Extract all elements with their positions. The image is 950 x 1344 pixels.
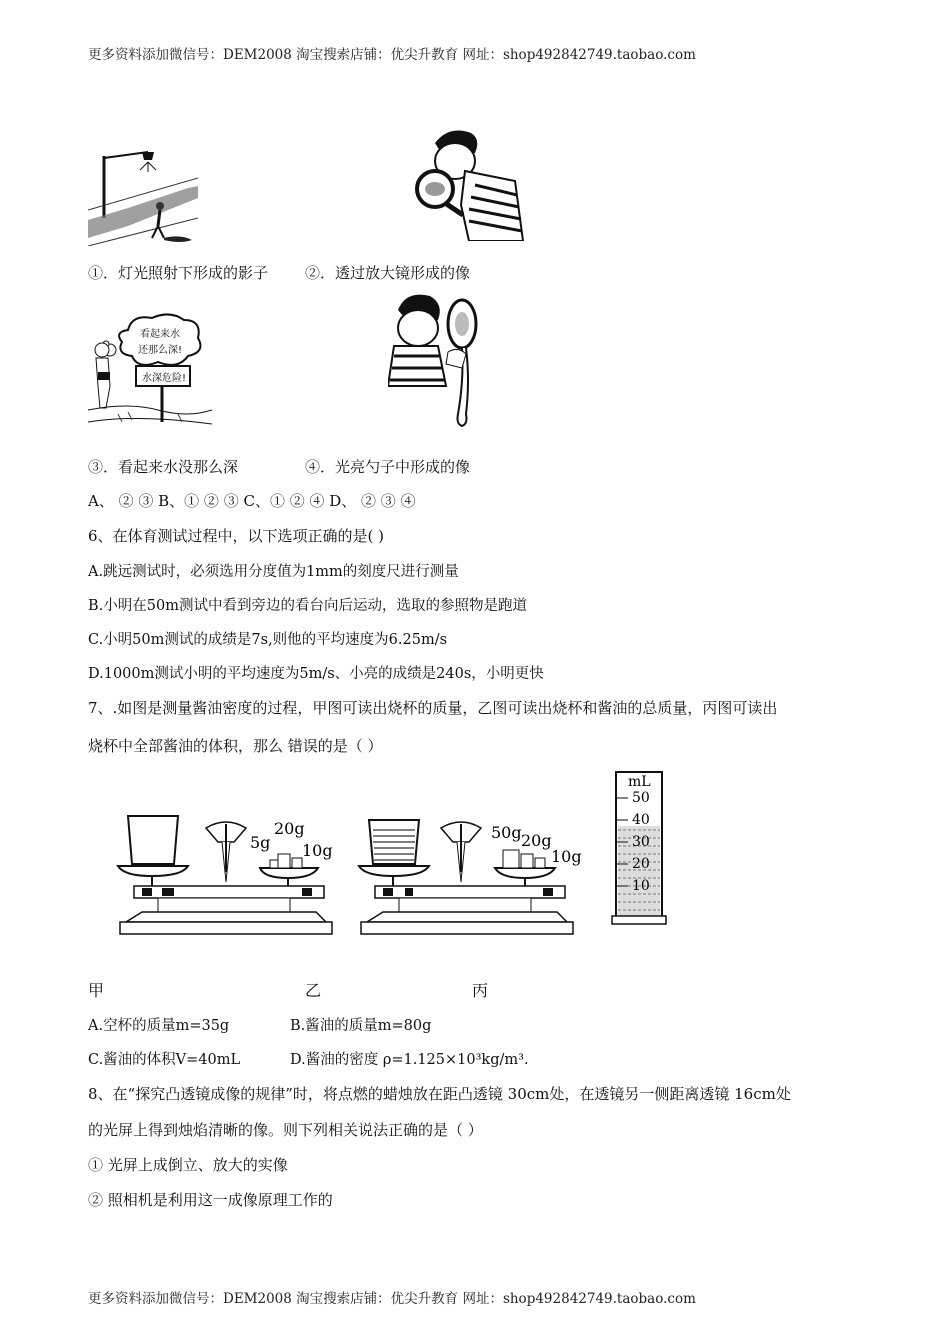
yi-weight-20g: 20g <box>521 831 552 850</box>
bubble-line-2: 还那么深! <box>138 345 183 356</box>
label-jia: 甲 <box>88 981 105 1000</box>
label-yi: 乙 <box>305 981 322 1000</box>
q6-option-a: A.跳远测试时，必须选用分度值为1mm的刻度尺进行测量 <box>88 564 459 580</box>
q6-option-d: D.1000m测试小明的平均速度为5m/s、小亮的成绩是240s，小明更快 <box>88 666 544 682</box>
caption-2: ②．透过放大镜形成的像 <box>305 264 471 282</box>
q7-option-a: A.空杯的质量m=35g <box>88 1018 230 1034</box>
jia-weight-5g: 5g <box>250 833 271 852</box>
q8-stem-line2: 的光屏上得到烛焰清晰的像。则下列相关说法正确的是（ ） <box>88 1121 483 1139</box>
q8-statement-2: ② 照相机是利用这一成像原理工作的 <box>88 1191 333 1209</box>
yi-weight-50g: 50g <box>491 823 522 842</box>
q7-option-b: B.酱油的质量m=80g <box>290 1018 432 1034</box>
label-bing: 丙 <box>472 981 489 1000</box>
cylinder-unit: mL <box>628 774 651 790</box>
figure-lamp-shadow <box>88 148 198 246</box>
q6-stem: 6、在体育测试过程中，以下选项正确的是( ) <box>88 527 385 545</box>
figure-spoon <box>388 290 498 430</box>
figure-balance-yi <box>353 812 593 937</box>
jia-weight-10g: 10g <box>302 841 333 860</box>
page-header: 更多资料添加微信号：DEM2008 淘宝搜索店铺：优尖升教育 网址：shop492842749.taobao.com <box>88 47 696 63</box>
figure-balance-jia <box>112 812 342 937</box>
page-footer: 更多资料添加微信号：DEM2008 淘宝搜索店铺：优尖升教育 网址：shop492842749.taobao.com <box>88 1291 696 1307</box>
sign-text: 水深危险! <box>142 373 187 384</box>
figure-cylinder-bing <box>610 768 670 928</box>
figure-magnifier <box>405 125 525 241</box>
q7-stem-line2: 烧杯中全部酱油的体积，那么 错误的是（ ） <box>88 737 383 755</box>
bubble-line-1: 看起来水 <box>140 329 180 340</box>
cylinder-mark-40: 40 <box>632 812 650 828</box>
caption-4: ④．光亮勺子中形成的像 <box>305 458 471 476</box>
q5-options: A、 ② ③ B、① ② ③ C、① ② ④ D、 ② ③ ④ <box>88 492 416 510</box>
caption-1: ①．灯光照射下形成的影子 <box>88 264 269 282</box>
q8-statement-1: ① 光屏上成倒立、放大的实像 <box>88 1156 288 1174</box>
caption-3: ③．看起来水没那么深 <box>88 458 239 476</box>
q7-stem-line1: 7、.如图是测量酱油密度的过程，甲图可读出烧杯的质量，乙图可读出烧杯和酱油的总质量，丙图可读出 <box>88 699 778 717</box>
jia-weight-20g: 20g <box>274 819 305 838</box>
q6-option-c: C.小明50m测试的成绩是7s,则他的平均速度为6.25m/s <box>88 632 448 648</box>
q7-option-c: C.酱油的体积V=40mL <box>88 1052 241 1068</box>
q8-stem-line1: 8、在“探究凸透镜成像的规律”时，将点燃的蜡烛放在距凸透镜 30cm处，在透镜另一侧距离透镜 16cm处 <box>88 1085 791 1103</box>
cylinder-mark-30: 30 <box>632 834 650 850</box>
cylinder-mark-10: 10 <box>632 878 650 894</box>
figure-water-depth <box>88 310 212 426</box>
cylinder-mark-50: 50 <box>632 790 650 806</box>
q7-option-d: D.酱油的密度 ρ=1.125×10³kg/m³. <box>290 1052 529 1068</box>
yi-weight-10g: 10g <box>551 847 582 866</box>
cylinder-mark-20: 20 <box>632 856 650 872</box>
q6-option-b: B.小明在50m测试中看到旁边的看台向后运动，选取的参照物是跑道 <box>88 598 527 614</box>
